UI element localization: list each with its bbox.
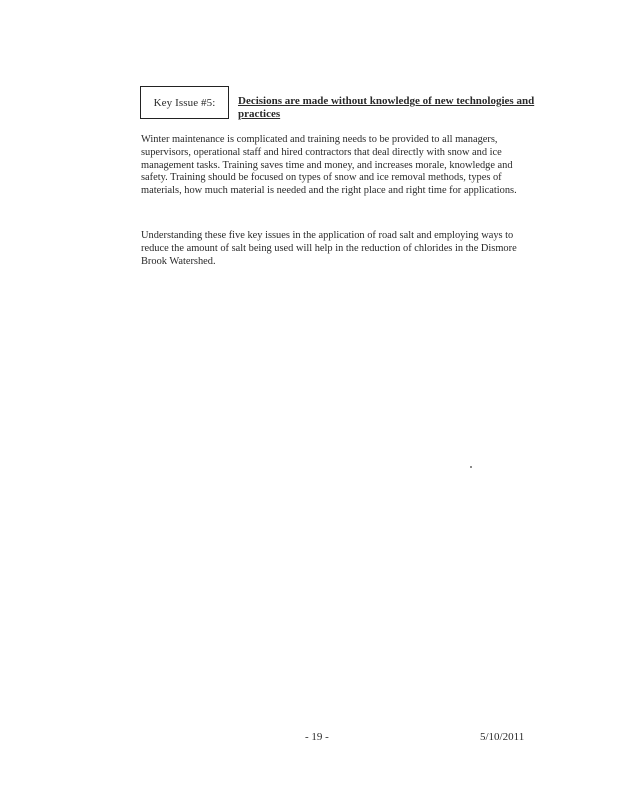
key-issue-label: Key Issue #5: [153,96,216,109]
footer-date: 5/10/2011 [480,731,525,743]
body-paragraph-1: Winter maintenance is complicated and training needs to be provided to all managers, supervisors, operational staff and hired contractors that deal directly with snow and ice management tasks. Training saves time and money, and increases morale, knowledge and safety. Training should be focused on types of snow and ice removal methods, types of materials, how much material is needed and the right place and right time for applications. [141,134,517,197]
key-issue-title: Decisions are made without knowledge of new technologies and practices [238,95,535,120]
scan-speck [470,466,472,468]
body-paragraph-2: Understanding these five key issues in the application of road salt and employing ways to reduce the amount of salt being used will help in the reduction of chlorides in the Dismore Brook Watershed. [141,230,517,267]
page-number: - 19 - [305,731,329,743]
key-issue-label-box [140,86,229,119]
